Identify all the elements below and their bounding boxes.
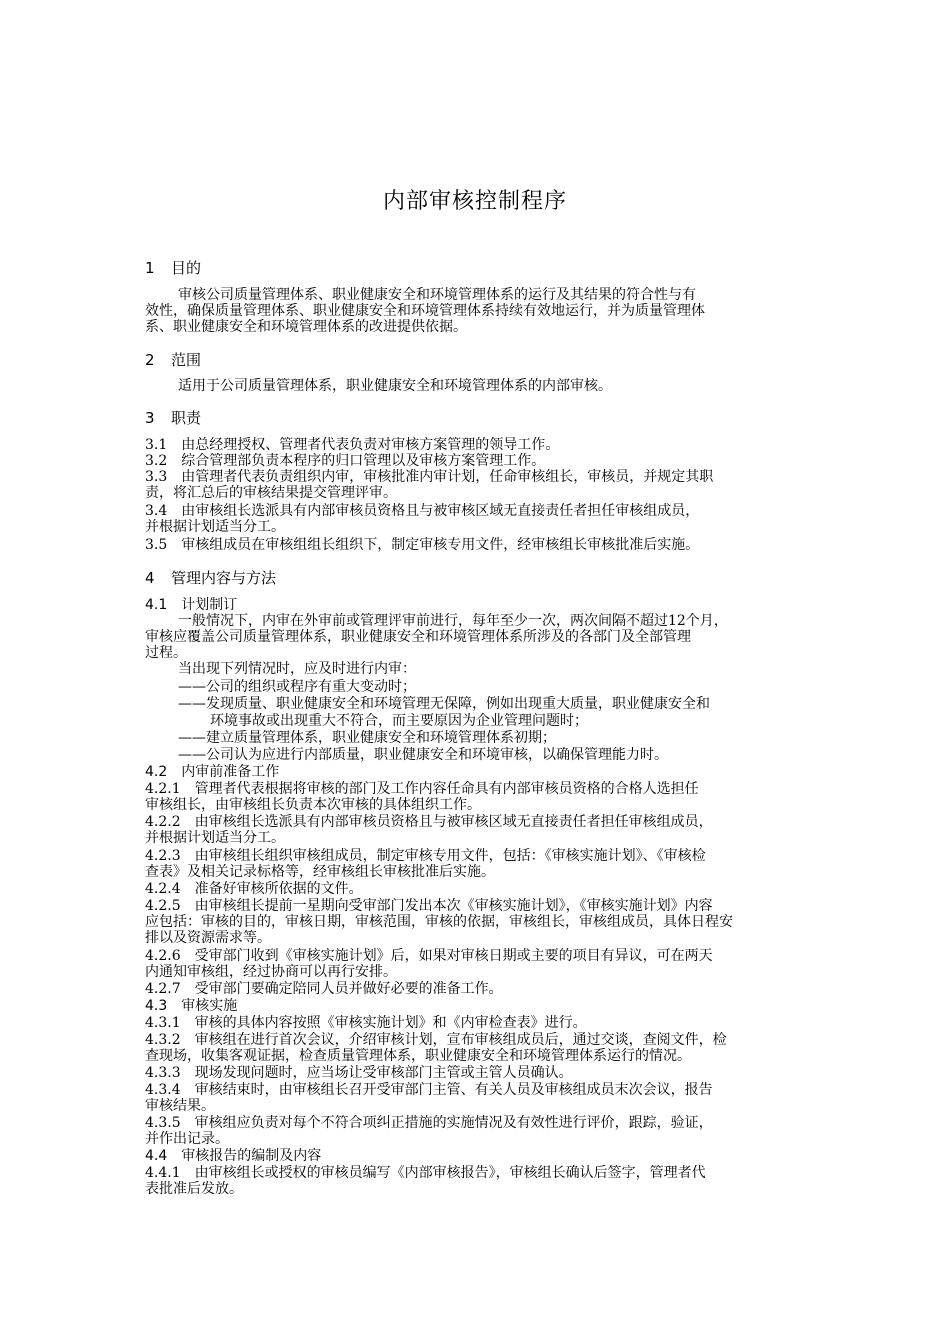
paragraph-line: 3.3 由管理者代表负责组织内审，审核批准内审计划，任命审核组长，审核员，并规定其职 bbox=[145, 469, 714, 485]
paragraph-line: 表批准后发放。 bbox=[145, 1181, 243, 1197]
paragraph-line: 4.2.4 准备好审核所依据的文件。 bbox=[145, 881, 363, 897]
paragraph-line: 4.3.5 审核组应负责对每个不符合项纠正措施的实施情况及有效性进行评价，跟踪，验证， bbox=[145, 1115, 713, 1131]
paragraph-line: 查表》及相关记录标格等，经审核组长审核批准后实施。 bbox=[145, 864, 495, 880]
section-heading-scope bbox=[145, 349, 201, 370]
list-item: ——公司认为应进行内部质量，职业健康安全和环境审核，以确保管理能力时。 bbox=[178, 747, 668, 763]
section-title: 目的 bbox=[171, 259, 202, 277]
list-item: ——公司的组织或程序有重大变动时； bbox=[178, 679, 416, 695]
paragraph-line: 审核结果。 bbox=[145, 1098, 215, 1114]
paragraph-line: 3.4 由审核组长选派具有内部审核员资格且与被审核区域无直接责任者担任审核组成员， bbox=[145, 503, 700, 519]
paragraph-line: 审核应覆盖公司质量管理体系，职业健康安全和环境管理体系所涉及的各部门及全部管理 bbox=[145, 629, 691, 645]
subsection-heading: 4.2 内审前准备工作 bbox=[145, 764, 280, 780]
paragraph-line: 一般情况下，内审在外审前或管理评审前进行，每年至少一次，两次间隔不超过12个月， bbox=[178, 613, 728, 629]
paragraph-line: 当出现下列情况时，应及时进行内审： bbox=[178, 661, 416, 677]
paragraph-line: 过程。 bbox=[145, 645, 187, 661]
paragraph-line: 审核组长，由审核组长负责本次审核的具体组织工作。 bbox=[145, 797, 481, 813]
section-number: 2 bbox=[145, 351, 155, 369]
list-item-continuation: 环境事故或出现重大不符合，而主要原因为企业管理问题时； bbox=[210, 713, 588, 729]
section-number: 4 bbox=[145, 569, 155, 587]
paragraph-line: 4.3.1 审核的具体内容按照《审核实施计划》和《内审检查表》进行。 bbox=[145, 1015, 587, 1031]
paragraph-line: 3.5 审核组成员在审核组组长组织下，制定审核专用文件，经审核组长审核批准后实施。 bbox=[145, 537, 700, 553]
paragraph-line: 4.2.5 由审核组长提前一星期向受审部门发出本次《审核实施计划》，《审核实施计划》内容 bbox=[145, 898, 713, 914]
paragraph-line: 责，将汇总后的审核结果提交管理评审。 bbox=[145, 485, 397, 501]
paragraph-line: 内通知审核组，经过协商可以再行安排。 bbox=[145, 964, 397, 980]
paragraph-line: 4.2.6 受审部门收到《审核实施计划》后，如果对审核日期或主要的项目有异议，可在两天 bbox=[145, 948, 713, 964]
paragraph-line: 4.3.4 审核结束时，由审核组长召开受审部门主管、有关人员及审核组成员末次会议，报告 bbox=[145, 1082, 713, 1098]
document-title: 内部审核控制程序 bbox=[382, 189, 567, 214]
paragraph-line: 效性，确保质量管理体系、职业健康安全和环境管理体系持续有效地运行，并为质量管理体 bbox=[145, 303, 705, 319]
subsection-heading: 4.3 审核实施 bbox=[145, 998, 238, 1014]
paragraph-line: 排以及资源需求等。 bbox=[145, 930, 271, 946]
paragraph-line: 并根据计划适当分工。 bbox=[145, 830, 285, 846]
section-title: 范围 bbox=[171, 351, 202, 369]
paragraph-line: 4.2.1 管理者代表根据将审核的部门及工作内容任命具有内部审核员资格的合格人选担任 bbox=[145, 781, 699, 797]
subsection-heading: 4.4 审核报告的编制及内容 bbox=[145, 1148, 322, 1164]
paragraph-line: 3.1 由总经理授权、管理者代表负责对审核方案管理的领导工作。 bbox=[145, 437, 560, 453]
paragraph-line: 应包括：审核的目的，审核日期，审核范围，审核的依据，审核组长，审核组成员，具体日程安 bbox=[145, 914, 733, 930]
section-title: 管理内容与方法 bbox=[171, 569, 277, 587]
paragraph-line: 并作出记录。 bbox=[145, 1131, 229, 1147]
paragraph-line: 4.2.2 由审核组长选派具有内部审核员资格且与被审核区域无直接责任者担任审核组成员， bbox=[145, 814, 713, 830]
paragraph-line: 并根据计划适当分工。 bbox=[145, 519, 285, 535]
paragraph-line: 4.3.3 现场发现问题时，应当场让受审核部门主管或主管人员确认。 bbox=[145, 1065, 573, 1081]
paragraph-line: 4.4.1 由审核组长或授权的审核员编写《内部审核报告》，审核组长确认后签字，管理者代 bbox=[145, 1165, 706, 1181]
section-number: 3 bbox=[145, 409, 155, 427]
list-item: ——发现质量、职业健康安全和环境管理无保障，例如出现重大质量，职业健康安全和 bbox=[178, 696, 710, 712]
paragraph-line: 审核公司质量管理体系、职业健康安全和环境管理体系的运行及其结果的符合性与有 bbox=[178, 287, 696, 303]
paragraph-line: 适用于公司质量管理体系，职业健康安全和环境管理体系的内部审核。 bbox=[178, 378, 612, 394]
subsection-heading: 4.1 计划制订 bbox=[145, 597, 238, 613]
section-number: 1 bbox=[145, 259, 155, 277]
section-heading-purpose bbox=[145, 257, 201, 278]
list-item: ——建立质量管理体系，职业健康安全和环境管理体系初期； bbox=[178, 730, 556, 746]
paragraph-line: 系、职业健康安全和环境管理体系的改进提供依据。 bbox=[145, 319, 467, 335]
paragraph-line: 4.3.2 审核组在进行首次会议，介绍审核计划，宣布审核组成员后，通过交谈，查阅文件，检 bbox=[145, 1032, 727, 1048]
paragraph-line: 4.2.3 由审核组长组织审核组成员，制定审核专用文件，包括：《审核实施计划》、《审核检 bbox=[145, 848, 706, 864]
section-title: 职责 bbox=[171, 409, 202, 427]
paragraph-line: 4.2.7 受审部门要确定陪同人员并做好必要的准备工作。 bbox=[145, 981, 503, 997]
section-heading-management bbox=[145, 567, 276, 588]
paragraph-line: 3.2 综合管理部负责本程序的归口管理以及审核方案管理工作。 bbox=[145, 453, 546, 469]
paragraph-line: 查现场，收集客观证据，检查质量管理体系，职业健康安全和环境管理体系运行的情况。 bbox=[145, 1048, 691, 1064]
section-heading-responsibilities bbox=[145, 407, 201, 428]
